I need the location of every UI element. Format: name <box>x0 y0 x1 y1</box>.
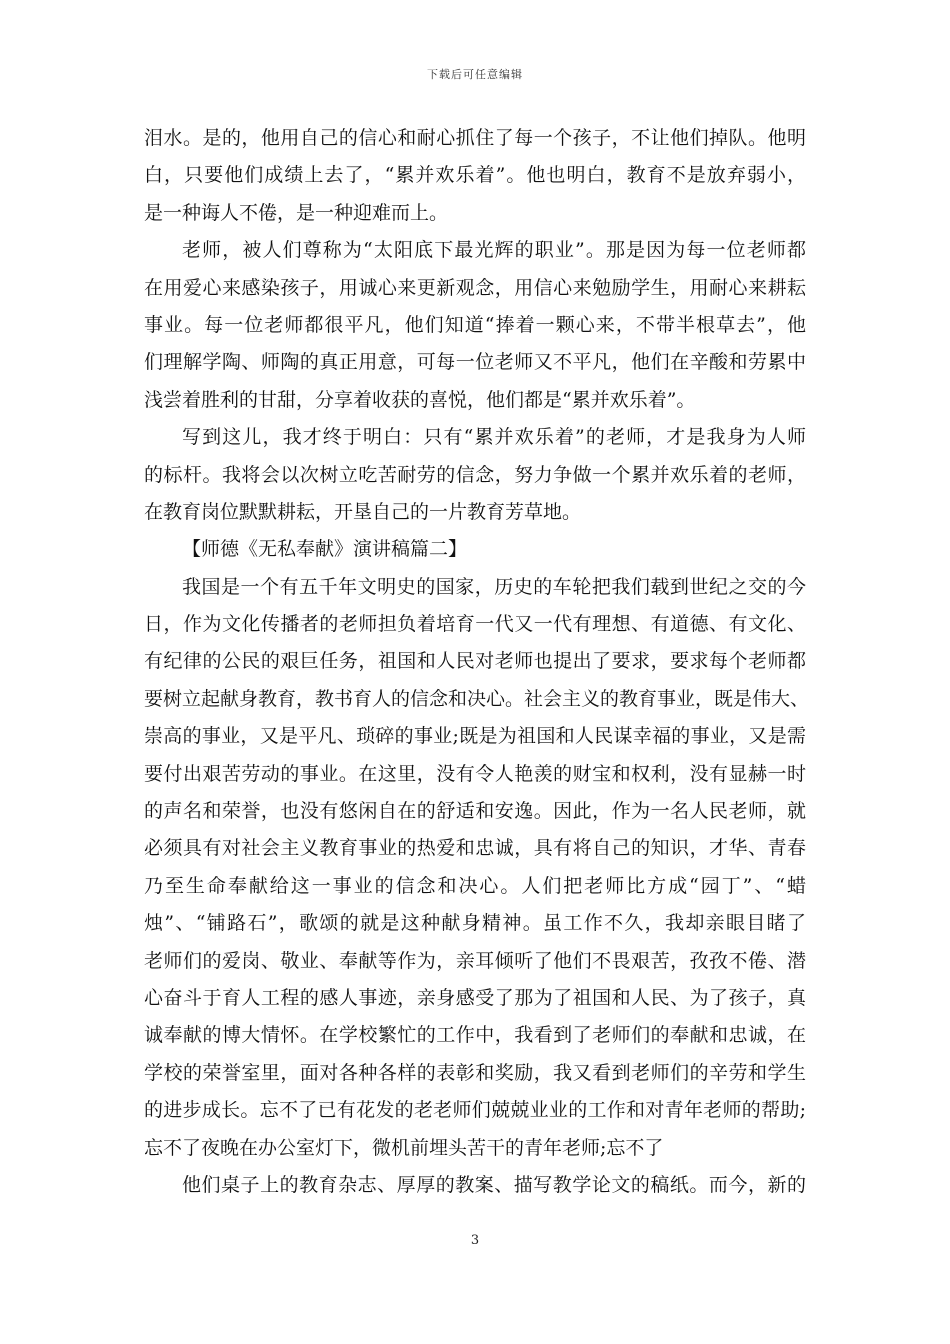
text-line: 们理解学陶、师陶的真正用意，可每一位老师又不平凡，他们在辛酸和劳累中 <box>144 351 806 374</box>
text-line: 泪水。是的，他用自己的信心和耐心抓住了每一个孩子，不让他们掉队。他明 <box>144 127 806 149</box>
text-line: 忘不了夜晚在办公室灯下，微机前埋头苦干的青年老师;忘不了 <box>144 1136 664 1159</box>
text-line: 老师们的爱岗、敬业、奉献等作为，亲耳倾听了他们不畏艰苦，孜孜不倦、潜 <box>144 949 806 972</box>
text-line: 在教育岗位默默耕耘，开垦自己的一片教育芳草地。 <box>144 500 582 523</box>
text-line: 崇高的事业，又是平凡、琐碎的事业;既是为祖国和人民谋幸福的事业，又是需 <box>144 725 806 748</box>
text-line: 是一种诲人不倦，是一种迎难而上。 <box>144 201 449 224</box>
paragraph-first-line: 老师，被人们尊称为“太阳底下最光辉的职业”。那是因为每一位老师都 <box>182 239 806 262</box>
text-line: 要树立起献身教育，教书育人的信念和决心。社会主义的教育事业，既是伟大、 <box>144 687 810 710</box>
paragraph-first-line: 我国是一个有五千年文明史的国家，历史的车轮把我们载到世纪之交的今 <box>182 575 806 598</box>
paragraph-first-line: 【师德《无私奉献》演讲稿篇二】 <box>182 538 468 561</box>
text-line: 诚奉献的博大情怀。在学校繁忙的工作中，我看到了老师们的奉献和忠诚，在 <box>144 1024 806 1047</box>
text-line: 的进步成长。忘不了已有花发的老老师们兢兢业业的工作和对青年老师的帮助; <box>144 1099 806 1122</box>
text-line: 日，作为文化传播者的老师担负着培育一代又一代有理想、有道德、有文化、 <box>144 613 806 636</box>
document-body <box>144 120 810 1204</box>
text-line: 有纪律的公民的艰巨任务，祖国和人民对老师也提出了要求，要求每个老师都 <box>144 650 806 673</box>
text-line: 白，只要他们成绩上去了，“累并欢乐着”。他也明白，教育不是放弃弱小， <box>144 164 806 187</box>
text-line: 浅尝着胜利的甘甜，分享着收获的喜悦，他们都是“累并欢乐着”。 <box>144 388 696 411</box>
page-number: 3 <box>470 1233 480 1248</box>
text-line: 心奋斗于育人工程的感人事迹，亲身感受了那为了祖国和人民、为了孩子，真 <box>144 986 806 1009</box>
text-line: 要付出艰苦劳动的事业。在这里，没有令人艳羡的财宝和权利，没有显赫一时 <box>144 762 806 785</box>
text-line: 的标杆。我将会以次树立吃苦耐劳的信念，努力争做一个累并欢乐着的老师， <box>144 463 806 486</box>
text-line: 事业。每一位老师都很平凡，他们知道“捧着一颗心来，不带半根草去”，他 <box>144 313 806 336</box>
text-line: 乃至生命奉献给这一事业的信念和决心。人们把老师比方成“园丁”、“蜡 <box>144 874 806 897</box>
page-header: 下载后可任意编辑 <box>427 68 523 81</box>
text-line: 烛”、“铺路石”，歌颂的就是这种献身精神。虽工作不久，我却亲眼目睹了 <box>144 912 806 935</box>
text-line: 学校的荣誉室里，面对各种各样的表彰和奖励，我又看到老师们的辛劳和学生 <box>144 1061 806 1084</box>
text-line: 在用爱心来感染孩子，用诚心来更新观念，用信心来勉励学生，用耐心来耕耘 <box>144 276 806 299</box>
text-line: 必须具有对社会主义教育事业的热爱和忠诚，具有将自己的知识，才华、青春 <box>144 837 806 860</box>
paragraph-first-line: 写到这儿，我才终于明白：只有“累并欢乐着”的老师，才是我身为人师 <box>182 426 806 449</box>
text-line: 的声名和荣誉，也没有悠闲自在的舒适和安逸。因此，作为一名人民老师，就 <box>144 800 806 823</box>
paragraph-first-line: 他们桌子上的教育杂志、厚厚的教案、描写教学论文的稿纸。而今，新的 <box>182 1173 806 1196</box>
